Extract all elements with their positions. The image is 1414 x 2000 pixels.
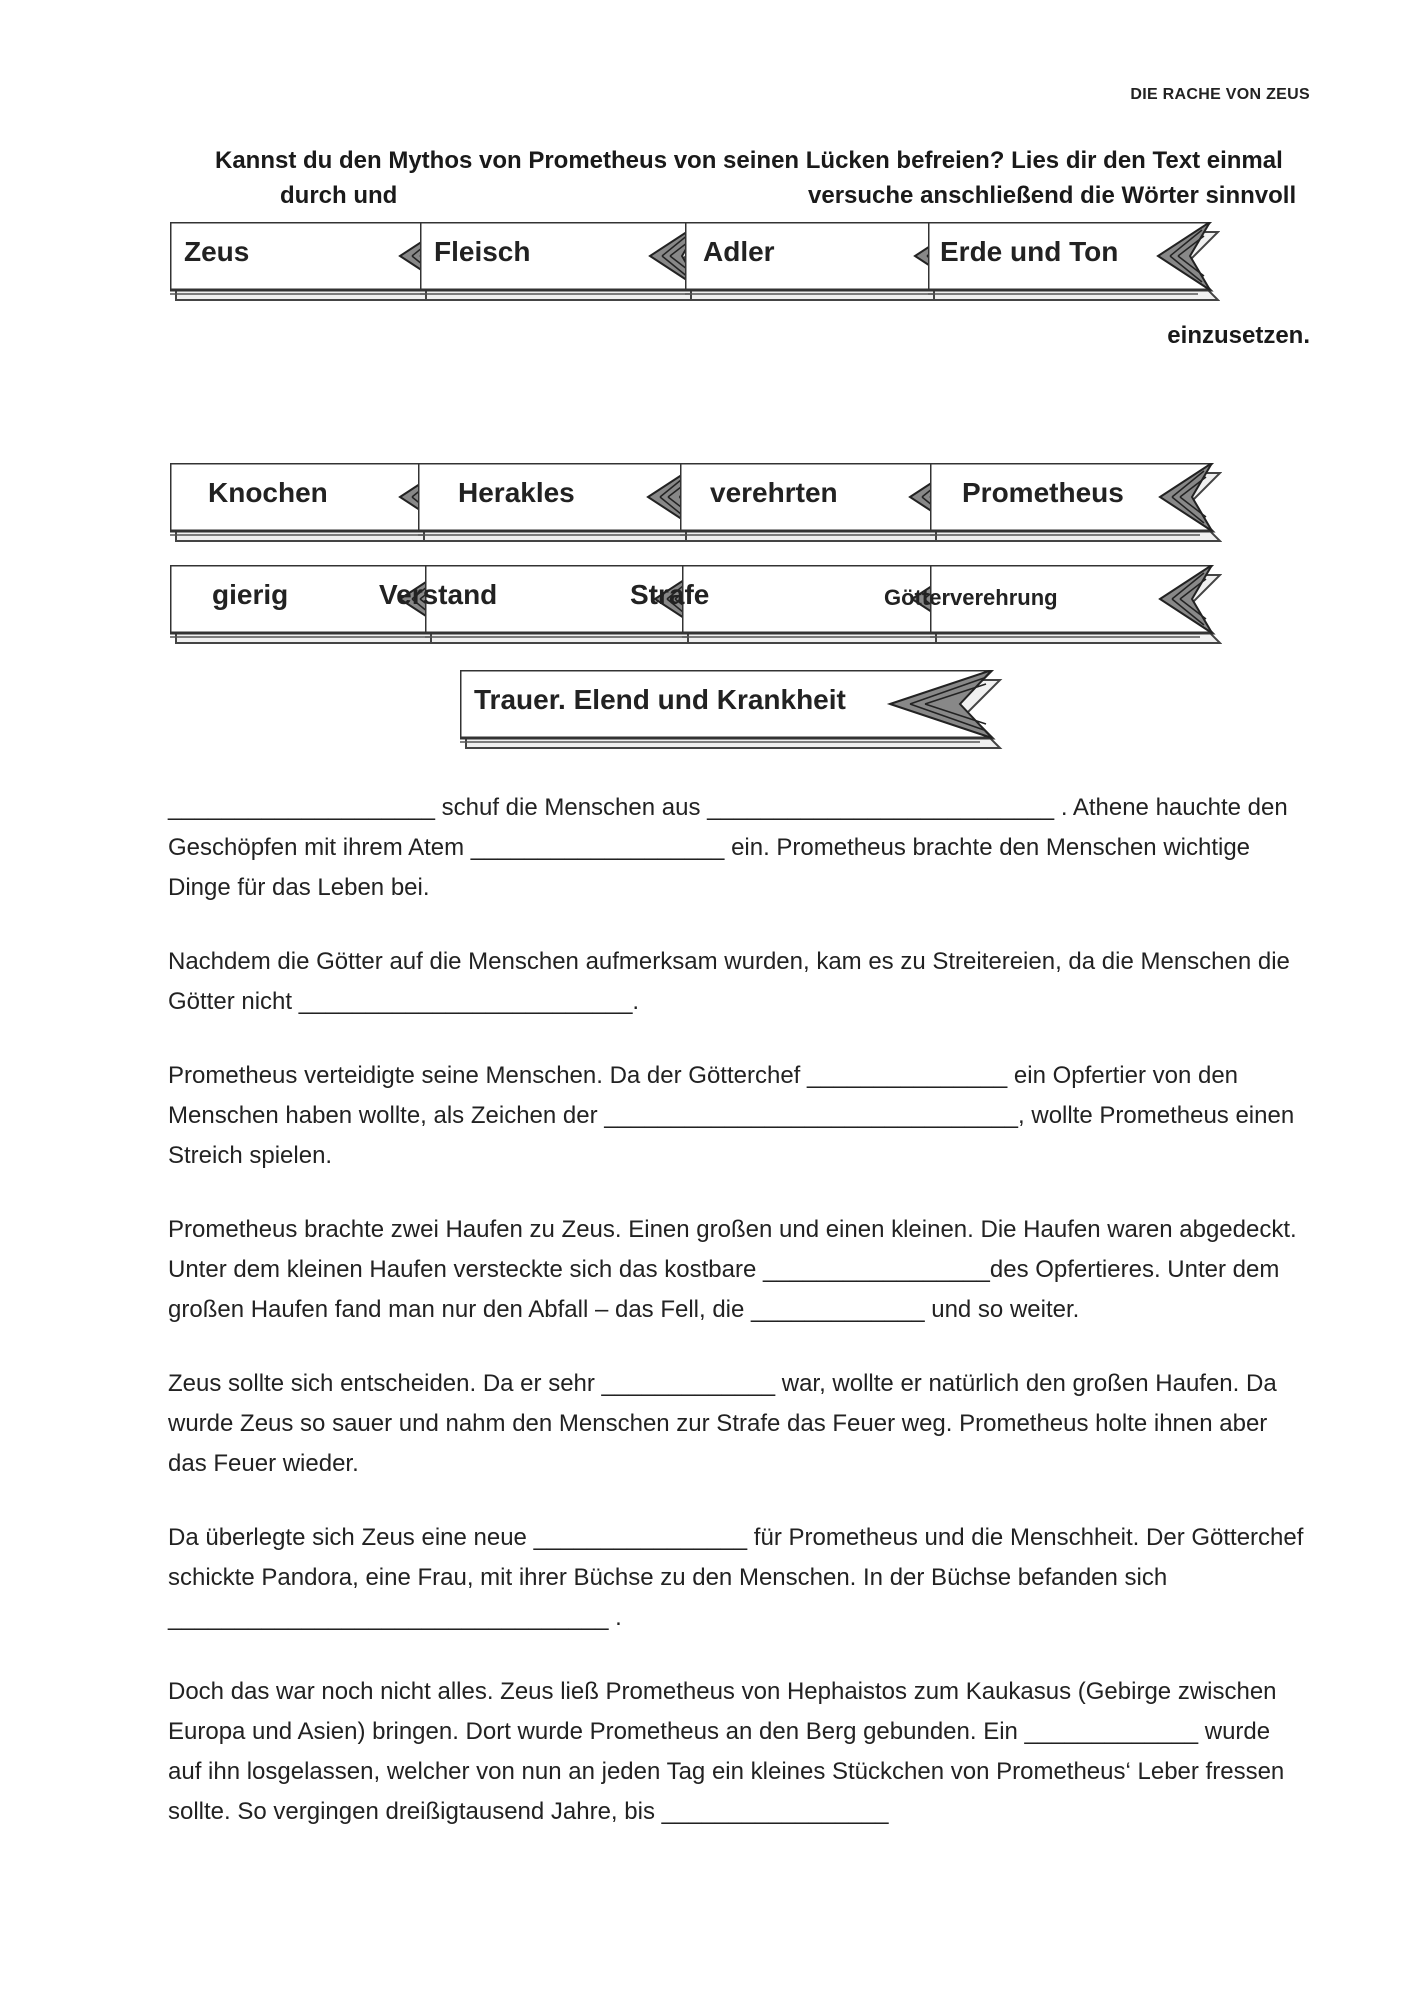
- word-card-label: Erde und Ton: [940, 236, 1119, 267]
- word-card-label: Zeus: [184, 236, 250, 267]
- word-card-label: Strafe: [630, 579, 710, 610]
- word-card-verehrten: [680, 463, 970, 539]
- paragraph-4: Prometheus brachte zwei Haufen zu Zeus. Einen großen und einen kleinen. Die Haufen waren abgedeckt. Unter dem kleinen Haufen versteckte sich das kostbare _________________des Opfertieres. Unter dem großen Haufen fand man nur den Abfall – das Fell, die _____________ und so weiter.: [168, 1216, 1297, 1323]
- word-card-label: Adler: [703, 236, 775, 267]
- word-card-knochen: [170, 463, 460, 539]
- word-card-label: Prometheus: [962, 477, 1124, 508]
- word-card-trauer-elend-krankheit: [460, 670, 1000, 746]
- word-card-label: Knochen: [208, 477, 328, 508]
- paragraph-1: ____________________ schuf die Menschen aus __________________________ . Athene hauchte den Geschöpfen mit ihrem Atem ___________________ ein. Prometheus brachte den Menschen wichtige Dinge für das Leben bei.: [168, 794, 1288, 901]
- word-card-fleisch: [420, 222, 710, 298]
- paragraph-7: Doch das war noch nicht alles. Zeus ließ Prometheus von Hephaistos zum Kaukasus (Gebirge zwischen Europa und Asien) bringen. Dort wurde Prometheus an den Berg gebunden. Ein _____________ wurde auf ihn losgelassen, welcher von nun an jeden Tag ein kleines Stückchen von Prometheus‘ Leber fressen sollte. So vergingen dreißigtausend Jahre, bis _________________: [168, 1678, 1285, 1825]
- word-card-label: Fleisch: [434, 236, 531, 267]
- instruction-line-1: Kannst du den Mythos von Prometheus von seinen Lücken befreien? Lies dir den Text einmal: [215, 147, 1283, 174]
- word-card-label: Götterverehrung: [884, 585, 1058, 610]
- paragraph-2: Nachdem die Götter auf die Menschen aufmerksam wurden, kam es zu Streitereien, da die Menschen die Götter nicht _________________________.: [168, 948, 1290, 1015]
- page-header-title: DIE RACHE VON ZEUS: [1130, 86, 1310, 103]
- word-card-erde-und-ton: [928, 222, 1218, 298]
- word-card-goetterverehrung: [884, 565, 1220, 641]
- cloze-text: [168, 788, 1308, 1866]
- paragraph-6: Da überlegte sich Zeus eine neue ________________ für Prometheus und die Menschheit. Der Götterchef schickte Pandora, eine Frau, mit ihrer Büchse zu den Menschen. In der Büchse befanden sich _________________________________ .: [168, 1524, 1304, 1631]
- instruction-line-3: einzusetzen.: [1167, 322, 1310, 349]
- instruction-line-2b: versuche anschließend die Wörter sinnvoll: [808, 182, 1297, 209]
- word-card-zeus: [170, 222, 460, 298]
- word-card-herakles: [418, 463, 708, 539]
- word-card-label: Herakles: [458, 477, 575, 508]
- word-card-label: gierig: [212, 579, 289, 610]
- word-card-label: Verstand: [379, 579, 498, 610]
- paragraph-3: Prometheus verteidigte seine Menschen. Da der Götterchef _______________ ein Opfertier von den Menschen haben wollte, als Zeichen der _______________________________, wollte Prometheus einen Streich spielen.: [168, 1062, 1295, 1169]
- word-card-prometheus: [930, 463, 1220, 539]
- word-card-label: verehrten: [710, 477, 838, 508]
- instruction-line-2a: durch und: [280, 182, 398, 209]
- word-card-label: Trauer. Elend und Krankheit: [474, 684, 846, 715]
- paragraph-5: Zeus sollte sich entscheiden. Da er sehr _____________ war, wollte er natürlich den großen Haufen. Da wurde Zeus so sauer und nahm den Menschen zur Strafe das Feuer weg. Prometheus holte ihnen aber das Feuer wieder.: [168, 1370, 1277, 1477]
